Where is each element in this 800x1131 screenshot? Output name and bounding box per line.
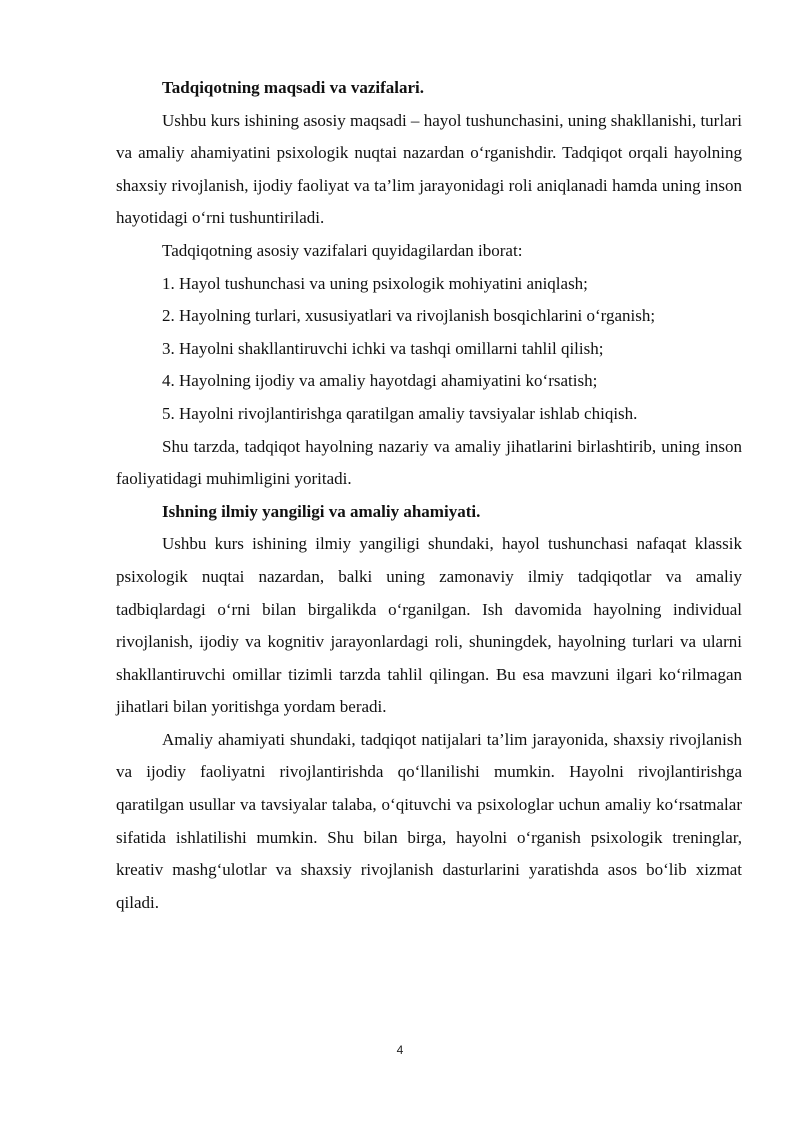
task-item-3: 3. Hayolni shakllantiruvchi ichki va tashqi omillarni tahlil qilish; (162, 338, 604, 358)
tasks-intro: Tadqiqotning asosiy vazifalari quyidagilardan iborat: (162, 240, 523, 260)
practical-paragraph: Amaliy ahamiyati shundaki, tadqiqot natijalari ta’lim jarayonida, shaxsiy rivojlanish va ijodiy faoliyatni rivojlantirishda qo‘llanilishi mumkin. Hayolni rivojlantirishga qaratilgan usullar va tavsiyalar talaba, o‘qituvchi va psixologlar uchun amaliy ko‘rsatmalar sifatida ishlatilishi mumkin. Shu bilan birga, hayolni o‘rganish psixologik treninglar, kreativ mashg‘ulotlar va shaxsiy rivojlanish dasturlarini yaratishda asos bo‘lib xizmat qiladi. (116, 729, 742, 912)
summary-paragraph: Shu tarzda, tadqiqot hayolning nazariy va amaliy jihatlarini birlashtirib, uning inson faoliyatidagi muhimligini yoritadi. (116, 436, 742, 489)
novelty-paragraph: Ushbu kurs ishining ilmiy yangiligi shundaki, hayol tushunchasi nafaqat klassik psixologik nuqtai nazardan, balki uning zamonaviy ilmiy tadqiqotlar va amaliy tadbiqlardagi o‘rni bilan birgalikda o‘rganilgan. Ish davomida hayolning individual rivojlanish, ijodiy va kognitiv jarayonlardagi roli, shuningdek, hayolning turlari va ularni shakllantiruvchi omillar tizimli tarzda tahlil qilingan. Bu esa mavzuni ilgari ko‘rilmagan jihatlari bilan yoritishga yordam beradi. (116, 534, 742, 717)
page-number: 4 (396, 1043, 404, 1057)
task-item-2: 2. Hayolning turlari, xususiyatlari va rivojlanish bosqichlarini o‘rganish; (162, 306, 656, 326)
section-heading-novelty: Ishning ilmiy yangiligi va amaliy ahamiyati. (162, 501, 481, 521)
goals-paragraph: Ushbu kurs ishining asosiy maqsadi – hayol tushunchasini, uning shakllanishi, turlari va amaliy ahamiyatini psixologik nuqtai nazardan o‘rganishdir. Tadqiqot orqali hayolning shaxsiy rivojlanish, ijodiy faoliyat va ta’lim jarayonidagi roli aniqlanadi hamda uning inson hayotidagi o‘rni tushuntiriladi. (116, 110, 742, 228)
section-heading-goals: Tadqiqotning maqsadi va vazifalari. (162, 78, 424, 97)
task-item-1: 1. Hayol tushunchasi va uning psixologik mohiyatini aniqlash; (162, 273, 588, 293)
page-body (116, 72, 742, 919)
task-item-5: 5. Hayolni rivojlantirishga qaratilgan amaliy tavsiyalar ishlab chiqish. (162, 403, 638, 423)
task-item-4: 4. Hayolning ijodiy va amaliy hayotdagi ahamiyatini ko‘rsatish; (162, 371, 598, 391)
